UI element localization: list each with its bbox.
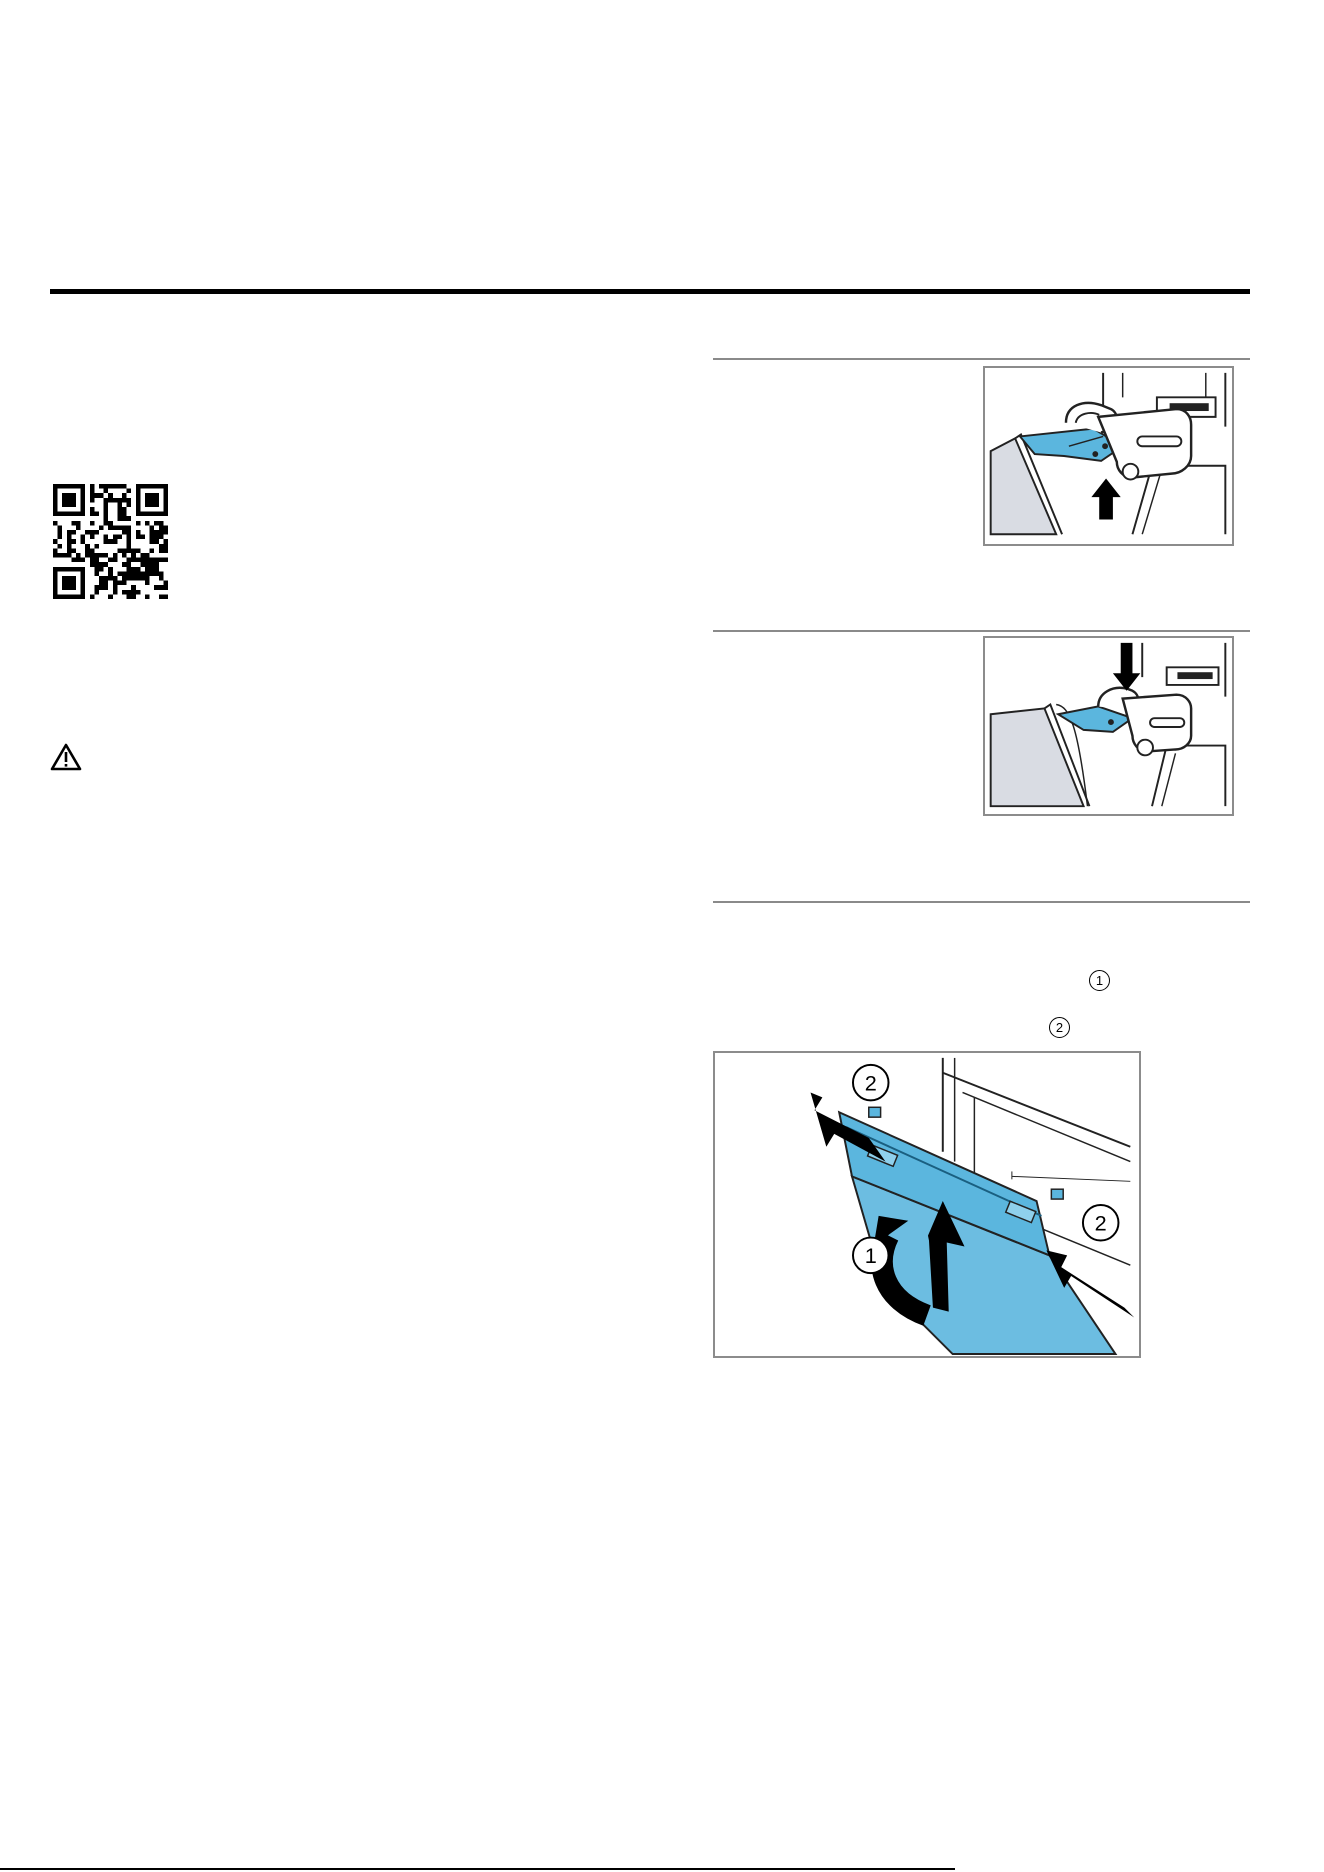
section-rule-2 <box>713 630 1250 632</box>
qr-code-icon <box>53 484 168 599</box>
hinge-lock-figure <box>983 636 1234 816</box>
header-rule <box>50 289 1250 294</box>
hinge-unlock-figure <box>983 366 1234 546</box>
callout-2-top: 2 <box>864 1070 877 1096</box>
callout-2-right: 2 <box>1094 1210 1107 1236</box>
step-marker-1: 1 <box>1089 970 1110 991</box>
door-panel-figure <box>713 1051 1141 1358</box>
step-marker-2: 2 <box>1049 1017 1070 1038</box>
warning-triangle-icon <box>50 743 82 771</box>
callout-1: 1 <box>864 1243 877 1269</box>
arrow-down-icon <box>1113 643 1140 691</box>
section-rule-3 <box>713 901 1250 903</box>
footer-rule <box>0 1868 955 1870</box>
section-rule-1 <box>713 358 1250 360</box>
arrow-up-icon <box>1091 478 1120 519</box>
